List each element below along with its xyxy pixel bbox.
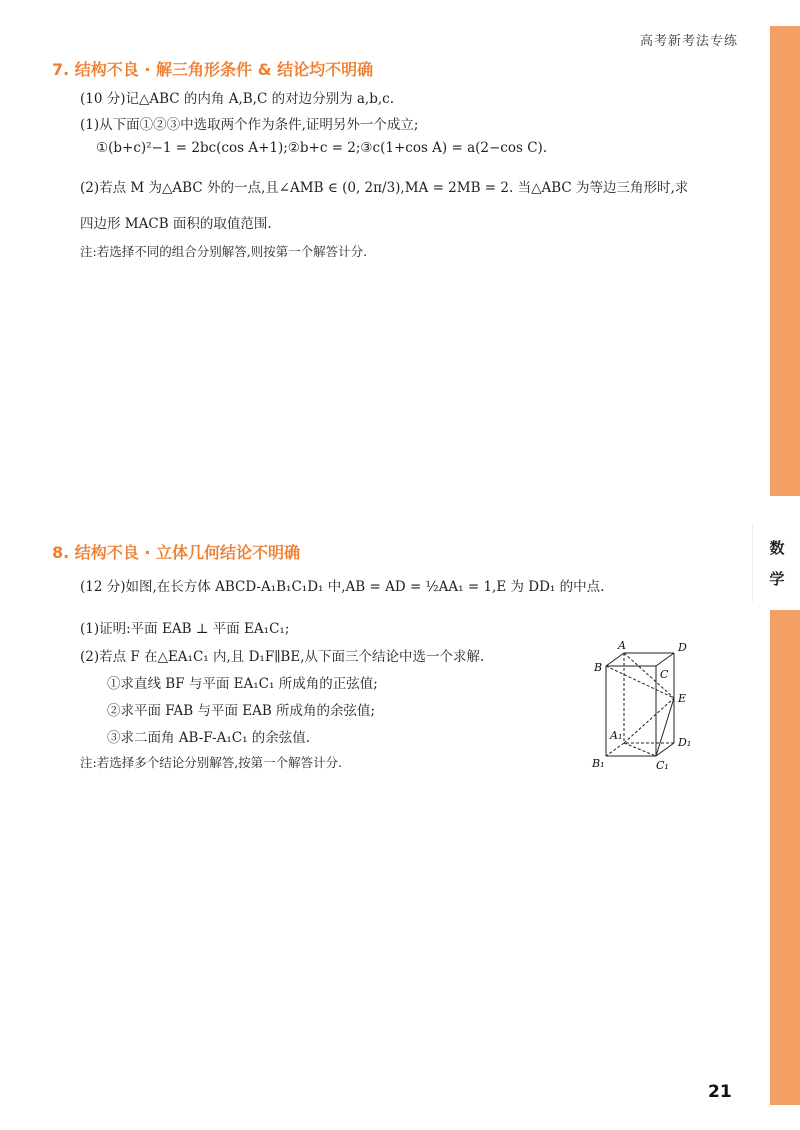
line-A1C1: [624, 743, 656, 756]
label-A: A: [618, 639, 626, 652]
question-8-line-5: ②求平面 FAB 与平面 EAB 所成角的余弦值;: [107, 703, 376, 719]
question-8-line-4: ①求直线 BF 与平面 EA₁C₁ 所成角的正弦值;: [107, 676, 378, 692]
edge-AB: [606, 653, 624, 666]
line-C1E: [656, 698, 674, 756]
subject-char-2: 学: [769, 570, 785, 588]
cuboid-figure: [588, 638, 698, 773]
header-title: 高考新考法专练: [639, 34, 738, 49]
label-C1: C₁: [656, 759, 669, 772]
sidebar-orange-bar-bottom: [770, 610, 800, 1105]
label-E: E: [678, 692, 687, 705]
question-8-line-1: (12 分)如图,在长方体 ABCD-A₁B₁C₁D₁ 中,AB = AD = ½AA₁ = 1,E 为 DD₁ 的中点.: [80, 579, 605, 595]
sidebar-orange-bar-top: [770, 26, 800, 496]
label-B: B: [594, 661, 603, 674]
question-8-line-6: ③求二面角 AB-F-A₁C₁ 的余弦值.: [107, 730, 311, 746]
question-8-line-2: (1)证明:平面 EAB ⊥ 平面 EA₁C₁;: [80, 621, 290, 637]
label-A1: A₁: [610, 729, 623, 742]
label-D: D: [678, 641, 687, 654]
question-7-line-4: (2)若点 M 为△ABC 外的一点,且∠AMB ∈ (0, 2π/3),MA = 2MB = 2. 当△ABC 为等边三角形时,求: [80, 180, 689, 196]
question-8-note: 注:若选择多个结论分别解答,按第一个解答计分.: [80, 755, 343, 770]
question-8-heading: 8. 结构不良 · 立体几何结论不明确: [52, 543, 301, 562]
label-D1: D₁: [678, 736, 692, 749]
label-B1: B₁: [592, 757, 605, 770]
question-7-line-3: ①(b+c)²−1 = 2bc(cos A+1);②b+c = 2;③c(1+cos A) = a(2−cos C).: [96, 140, 548, 156]
question-7-line-5: 四边形 MACB 面积的取值范围.: [80, 216, 272, 232]
edge-D1C1: [656, 743, 674, 756]
subject-char-1: 数: [769, 539, 785, 557]
label-C: C: [660, 668, 669, 681]
page-number: 21: [708, 1082, 732, 1102]
question-7-heading: 7. 结构不良 · 解三角形条件 & 结论均不明确: [52, 60, 374, 79]
question-7-note: 注:若选择不同的组合分别解答,则按第一个解答计分.: [80, 244, 368, 259]
question-7-line-1: (10 分)记△ABC 的内角 A,B,C 的对边分别为 a,b,c.: [80, 91, 395, 107]
question-8-line-3: (2)若点 F 在△EA₁C₁ 内,且 D₁F∥BE,从下面三个结论中选一个求解.: [80, 649, 485, 665]
edge-DC: [656, 653, 674, 666]
question-7-line-2: (1)从下面①②③中选取两个作为条件,证明另外一个成立;: [80, 117, 419, 133]
edge-A1B1: [606, 743, 624, 756]
subject-tab: [752, 524, 800, 602]
